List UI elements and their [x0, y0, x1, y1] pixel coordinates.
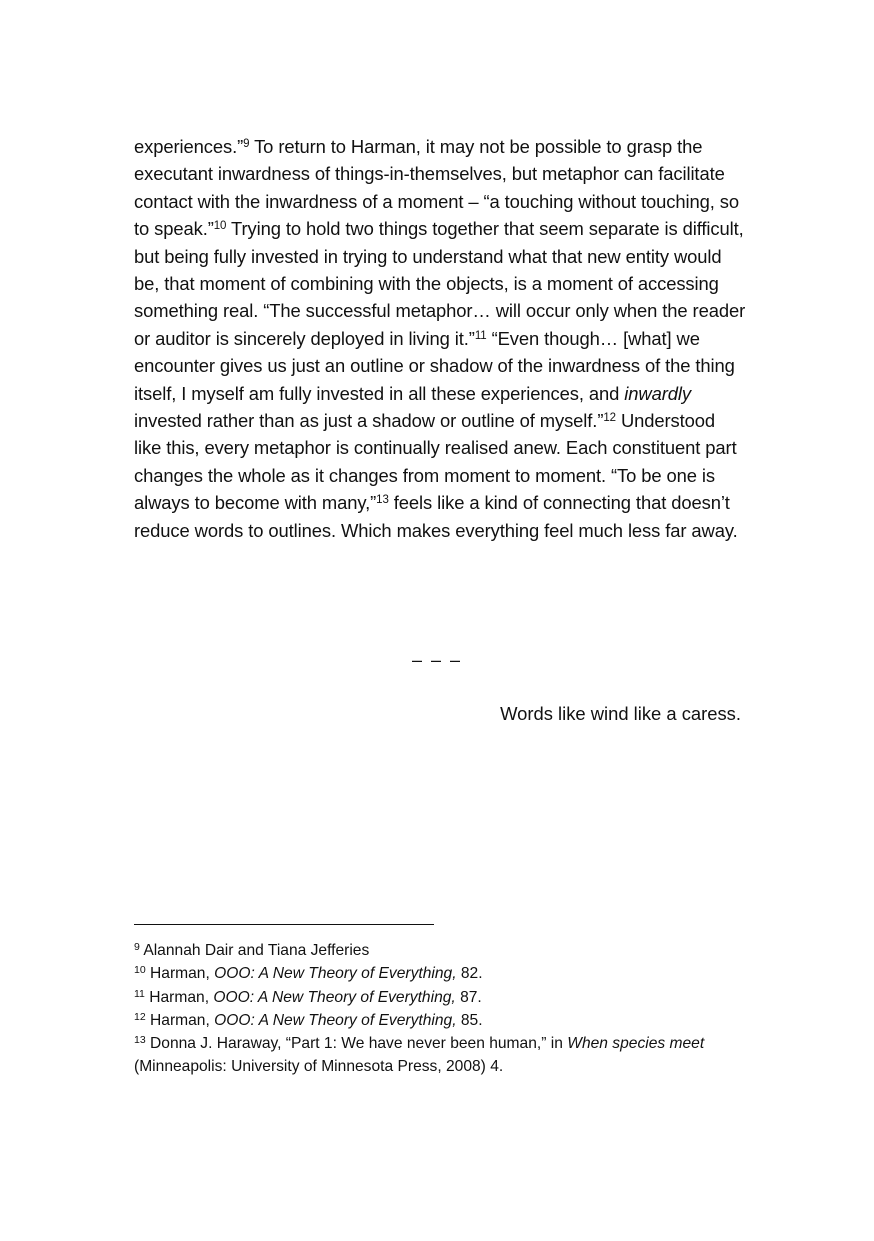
- footnote-ref-10[interactable]: 10: [213, 220, 227, 233]
- closing-line: Words like wind like a caress.: [500, 703, 741, 724]
- footnote-text: 82.: [456, 965, 483, 983]
- body-text-segment: feels like a kind of connecting that doesn’t reduce words to outlines. Which makes everything feel much less far away.: [134, 492, 738, 541]
- footnote-9: [134, 939, 734, 962]
- footnote-text: Harman,: [144, 988, 214, 1006]
- footnote-title: OOO: A New Theory of Everything,: [214, 965, 457, 983]
- footnote-number: 9: [134, 941, 140, 953]
- footnote-separator-rule: [134, 924, 434, 925]
- body-text-segment: Trying to hold two things together that seem separate is difficult, but being fully invested in trying to understand what that new entity would be, that moment of combining with the objects, is a moment of accessing something real. “The successful metaphor… will occur only when the reader or auditor is sincerely deployed in living it.”: [134, 218, 746, 349]
- footnote-number: 13: [134, 1034, 146, 1047]
- body-text-segment: To return to Harman, it may not be possible to grasp the executant inwardness of things-in-themselves, but metaphor can facilitate contact with the inwardness of a moment – “a touching without touching, so to speak.”: [134, 136, 739, 240]
- footnote-ref-13[interactable]: 13: [376, 494, 389, 507]
- footnote-text: Harman,: [145, 1011, 215, 1029]
- footnote-10: [134, 962, 734, 985]
- emphasis-inwardly: inwardly: [624, 382, 691, 404]
- body-text-segment: invested rather than as just a shadow or outline of myself.”: [134, 410, 604, 432]
- body-text-segment: Understood like this, every metaphor is continually realised anew. Each constituent part changes the whole as it changes from moment to moment. “To be one is always to become with many,”: [134, 410, 737, 514]
- footnote-title: When species meet: [567, 1035, 705, 1053]
- footnote-title: OOO: A New Theory of Everything,: [213, 988, 456, 1006]
- footnote-number: 12: [134, 1010, 146, 1023]
- footnote-title: OOO: A New Theory of Everything,: [214, 1011, 457, 1029]
- footnote-text: Alannah Dair and Tiana Jefferies: [139, 942, 370, 959]
- footnote-ref-12[interactable]: 12: [603, 412, 616, 425]
- footnote-ref-9[interactable]: 9: [243, 138, 250, 150]
- footnote-11: [134, 986, 734, 1009]
- footnote-text: 85.: [456, 1011, 483, 1029]
- footnotes-list: [134, 939, 734, 1079]
- footnote-text: 87.: [455, 988, 482, 1006]
- body-text-segment: “Even though… [what] we encounter gives us just an outline or shadow of the inwardness of the thing itself, I myself am fully invested in all these experiences, and: [134, 327, 735, 404]
- section-divider: – – –: [411, 650, 463, 670]
- footnote-12: [134, 1009, 734, 1032]
- footnote-ref-11[interactable]: 11: [474, 329, 487, 342]
- footnote-text: (Minneapolis: University of Minnesota Press, 2008) 4.: [134, 1058, 504, 1076]
- footnote-number: 10: [134, 964, 146, 977]
- body-paragraph: [134, 133, 746, 544]
- footnote-text: Harman,: [145, 965, 215, 983]
- footnote-number: 11: [134, 987, 145, 1000]
- footnote-13: [134, 1032, 734, 1079]
- body-text-segment: experiences.”: [134, 136, 244, 157]
- footnote-text: Donna J. Haraway, “Part 1: We have never been human,” in: [145, 1035, 568, 1053]
